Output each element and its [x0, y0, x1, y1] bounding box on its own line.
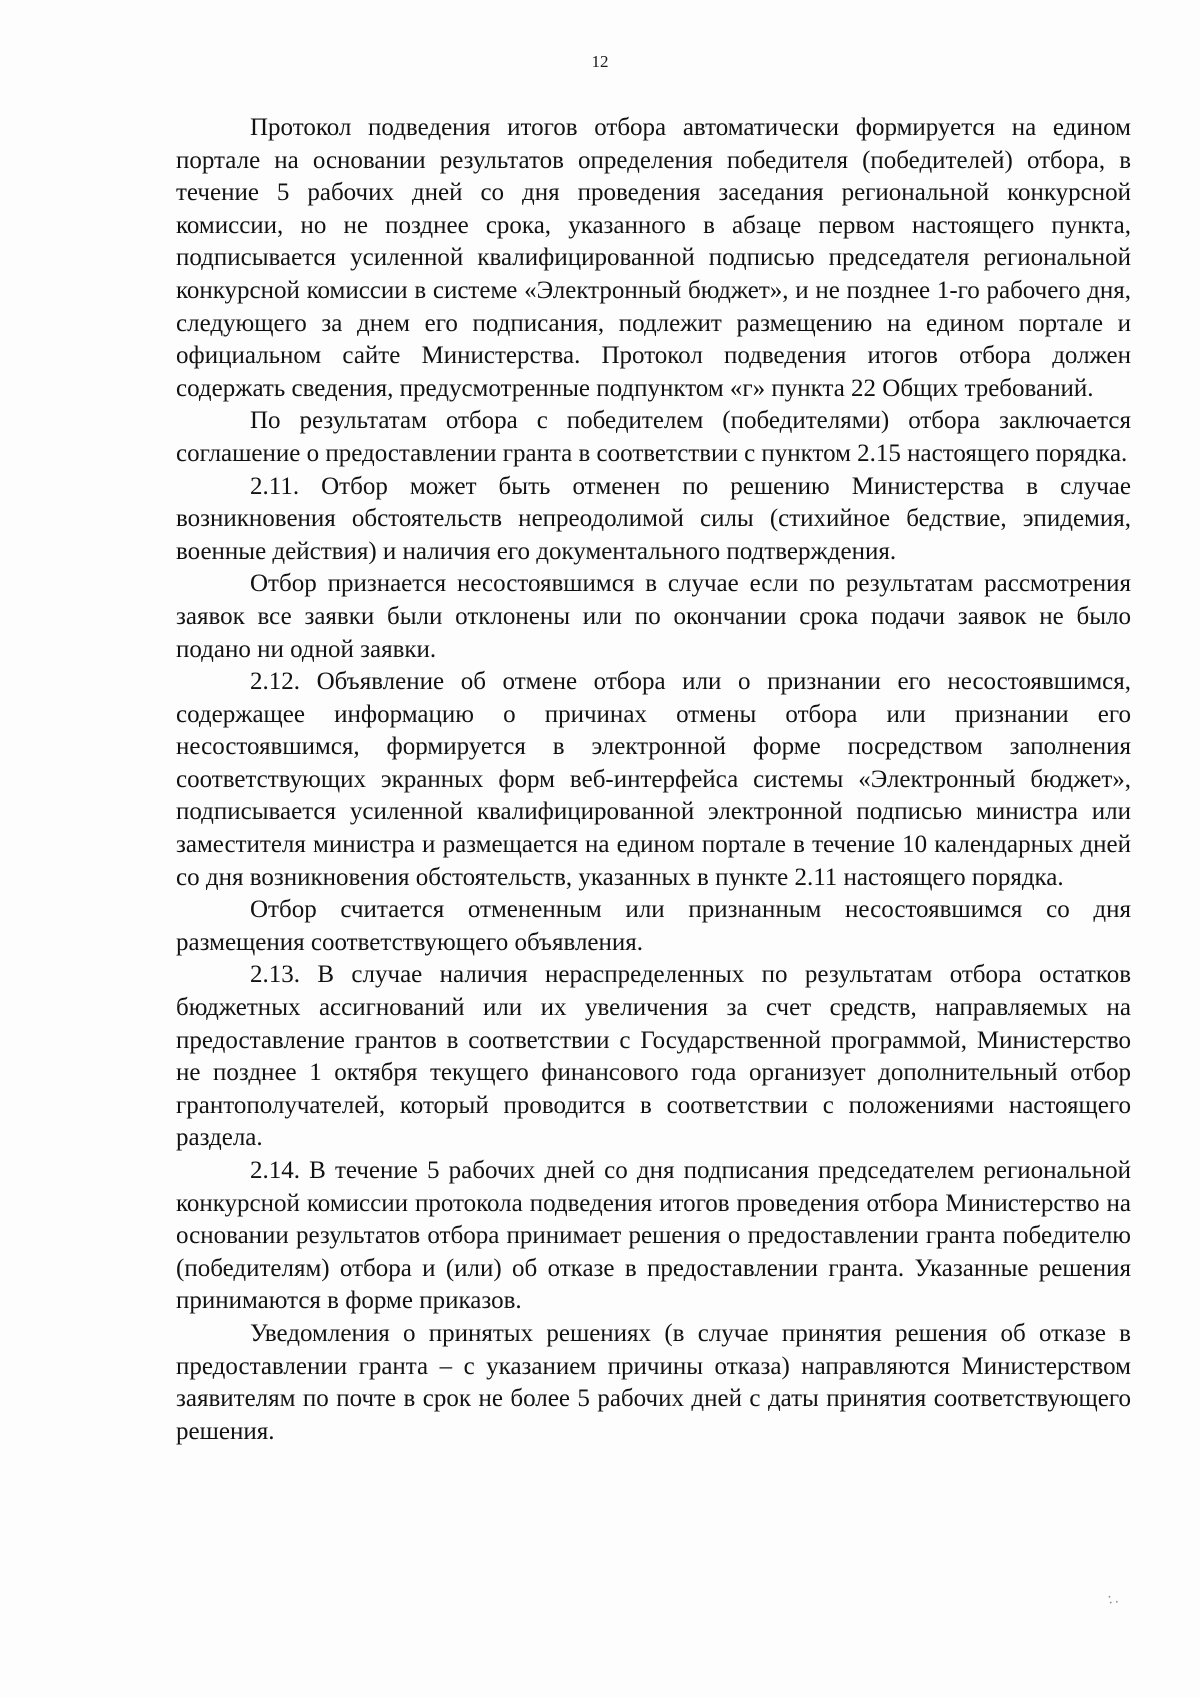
paragraph-2-13: 2.13. В случае наличия нераспределенных по результатам отбора остатков бюджетных ассигнований или их увеличения за счет средств, направляемых на предоставление грантов в соответствии с Государственной программой, Министерство не позднее 1 октября текущего финансового года организует дополнительный отбор грантополучателей, который проводится в соответствии с положениями настоящего раздела.: [176, 961, 1131, 1152]
paragraph-2-11: 2.11. Отбор может быть отменен по решению Министерства в случае возникновения обстоятельств непреодолимой силы (стихийное бедствие, эпидемия, военные действия) и наличия его документального подтверждения.: [176, 472, 1131, 565]
paragraph-2-14: 2.14. В течение 5 рабочих дней со дня подписания председателем региональной конкурсной комиссии протокола подведения итогов проведения отбора Министерство на основании результатов отбора принимает решения о предоставлении гранта победителю (победителям) отбора и (или) об отказе в предоставлении гранта. Указанные решения принимаются в форме приказов.: [176, 1157, 1131, 1315]
paragraph-agreement: По результатам отбора с победителем (победителями) отбора заключается соглашение о предоставлении гранта в соответствии с пунктом 2.15 настоящего порядка.: [176, 407, 1131, 467]
paragraph-protocol: Протокол подведения итогов отбора автоматически формируется на едином портале на основании результатов определения победителя (победителей) отбора, в течение 5 рабочих дней со дня проведения заседания региональной конкурсной комиссии, но не позднее срока, указанного в абзаце первом настоящего пункта, подписывается усиленной квалифицированной подписью председателя региональной конкурсной комиссии в системе «Электронный бюджет», и не позднее 1-го рабочего дня, следующего за днем его подписания, подлежит размещению на едином портале и официальном сайте Министерства. Протокол подведения итогов отбора должен содержать сведения, предусмотренные подпунктом «г» пункта 22 Общих требований.: [176, 114, 1131, 402]
paragraph-cancelled-selection: Отбор считается отмененным или признанным несостоявшимся со дня размещения соответствующего объявления.: [176, 896, 1131, 956]
scan-speck: ·.·: [1102, 1589, 1123, 1611]
page-number: 12: [591, 52, 609, 71]
paragraph-2-12: 2.12. Объявление об отмене отбора или о признании его несостоявшимся, содержащее информацию о причинах отмены отбора или признании его несостоявшимся, формируется в электронной форме посредством заполнения соответствующих экранных форм веб-интерфейса системы «Электронный бюджет», подписывается усиленной квалифицированной электронной подписью министра или заместителя министра и размещается на едином портале в течение 10 календарных дней со дня возникновения обстоятельств, указанных в пункте 2.11 настоящего порядка.: [176, 668, 1131, 891]
document-body: [176, 112, 1131, 1448]
paragraph-notifications: Уведомления о принятых решениях (в случае принятия решения об отказе в предоставлении гранта – с указанием причины отказа) направляются Министерством заявителям по почте в срок не более 5 рабочих дней с даты принятия соответствующего решения.: [176, 1319, 1131, 1445]
paragraph-failed-selection: Отбор признается несостоявшимся в случае если по результатам рассмотрения заявок все заявки были отклонены или по окончании срока подачи заявок не было подано ни одной заявки.: [176, 570, 1131, 663]
